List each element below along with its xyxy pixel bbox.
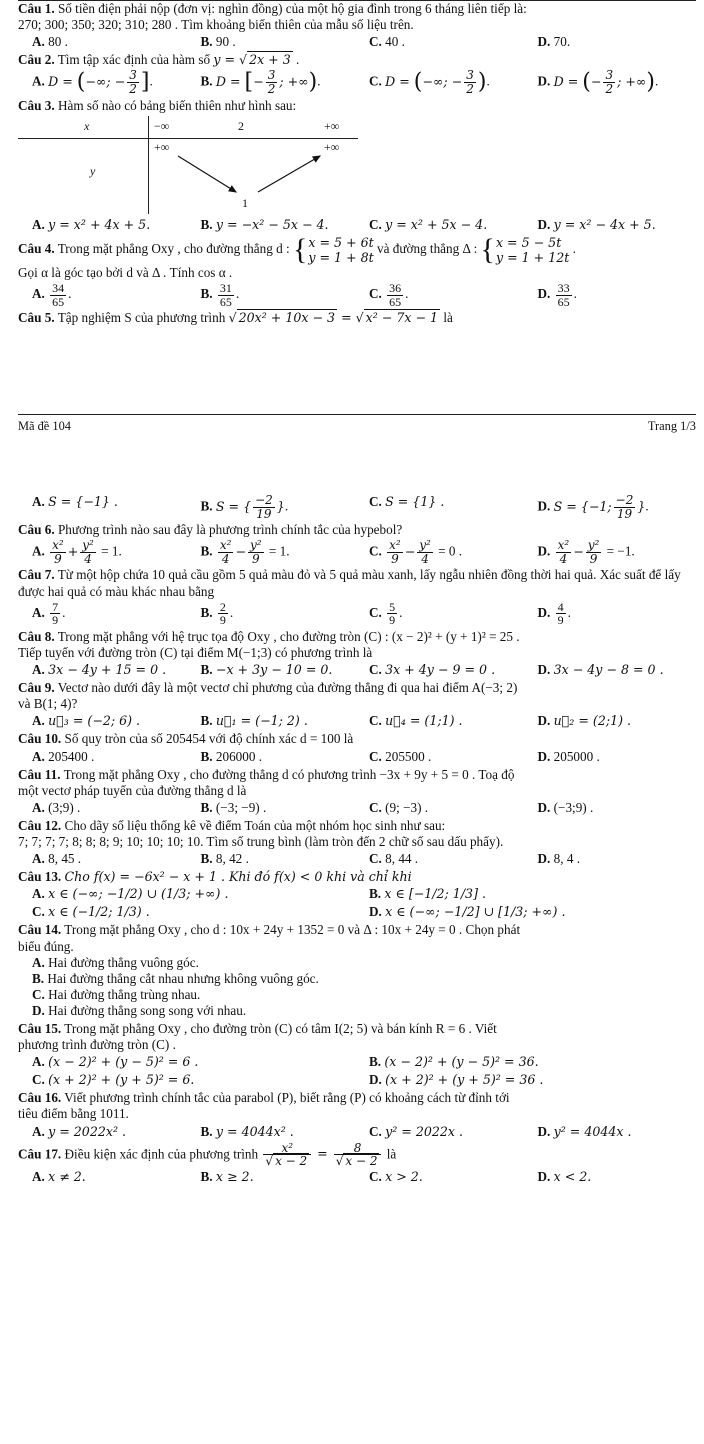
option-b[interactable]: B. $\frac{\text{x²}}{4}$ − $\frac{\text{y²}}{9}$ = 1. [200, 538, 290, 566]
option-b[interactable]: B. −x + 3y − 10 = 0. [200, 662, 333, 678]
option-c[interactable]: C. y² = 2022x . [369, 1123, 464, 1139]
option-a[interactable]: A. 3x − 4y + 15 = 0 . [32, 662, 167, 678]
question-label: Câu 14. [18, 922, 62, 938]
option-a[interactable]: A. 80 . [32, 34, 68, 50]
question-label: Câu 17. [18, 1146, 62, 1162]
option-c[interactable]: C. (9; −3) . [369, 799, 429, 815]
question-1 [18, 1, 692, 50]
options [18, 851, 692, 867]
options-row-1 [18, 886, 692, 902]
options [18, 662, 692, 678]
option-c[interactable]: C. x ∈ (−1/2; 1/3) . [32, 904, 150, 920]
line-delta-system: { x = 5 − 5t y = 1 + 12t [480, 232, 570, 266]
option-b[interactable]: B. 90 . [200, 34, 236, 50]
question-text: Cho dãy số liệu thống kê về điểm Toán của một nhóm học sinh như sau: [64, 817, 446, 833]
option-d[interactable]: D. 8, 4 . [537, 851, 580, 867]
option-c[interactable]: C. Hai đường thẳng trùng nhau. [32, 986, 201, 1002]
line-d-system: { x = 5 + 6t y = 1 + 8t [292, 232, 374, 266]
decreasing-arrow [178, 156, 236, 192]
option-b[interactable]: B. $\frac{2}{9}$ . [200, 599, 234, 628]
options [18, 69, 692, 95]
question-text-2: một vectơ pháp tuyến của đường thẳng d là [18, 782, 247, 798]
option-b[interactable]: B. $\frac{31}{65}$ . [200, 281, 240, 309]
question-text: Trong mặt phẳng với hệ trục tọa độ Oxy , cho đường tròn (C) : (x − 2)² + (y + 1)² = 25 . [57, 628, 520, 644]
option-d[interactable]: D. 3x − 4y − 8 = 0 . [537, 662, 664, 678]
question-11 [18, 767, 692, 816]
question-7 [18, 567, 692, 626]
option-b[interactable]: B. y = −x² − 5x − 4. [200, 216, 329, 232]
question-label: Câu 1. [18, 1, 55, 16]
option-b[interactable]: B. x ∈ [−1/2; 1/3] . [369, 886, 486, 902]
question-text: Tập nghiệm S của phương trình [57, 310, 226, 326]
options [18, 34, 692, 50]
question-17: Câu 17. Điều kiện xác định của phương trình $\frac{\text{x²}}{√ x - 2}$ = $\frac{8}{√ x - 2}$ là A. x ≠ 2. B. x ≥ 2. C. x > 2. D. x < 2. [18, 1142, 692, 1185]
option-d[interactable]: D. $\frac{\text{x²}}{4}$ − $\frac{\text{y²}}{9}$ = −1. [537, 538, 635, 566]
question-text-2: Tiếp tuyến với đường tròn (C) tại điểm M(−1;3) có phương trình là [18, 644, 373, 660]
option-d[interactable]: D. (x + 2)² + (y + 5)² = 36 . [369, 1072, 544, 1088]
question-text-2: 7; 7; 7; 7; 8; 8; 8; 9; 10; 10; 10; 10. Tìm số trung bình (làm tròn đến 2 chữ số sau dấu phẩy). [18, 833, 504, 849]
question-9 [18, 680, 692, 729]
table-plus-infinity: +∞ [324, 118, 340, 133]
option-b[interactable]: B. D = [− $\frac{3}{2}$ ; +∞). [200, 68, 321, 96]
option-a[interactable]: A. $\frac{\text{x²}}{9}$ + $\frac{\text{y²}}{4}$ = 1. [32, 538, 122, 566]
question-text-2: và B(1; 4)? [18, 696, 78, 712]
options [18, 494, 692, 520]
question-label: Câu 6. [18, 522, 55, 538]
variation-table [18, 116, 358, 214]
option-d[interactable]: D. x ∈ (−∞; −1/2] ∪ [1/3; +∞) . [369, 904, 566, 920]
question-text: Số quy tròn của số 205454 với độ chính xác d = 100 là [64, 731, 354, 747]
question-label: Câu 12. [18, 817, 62, 833]
option-a[interactable]: A. 8, 45 . [32, 851, 82, 867]
option-c[interactable]: C. D = (−∞; − $\frac{3}{2}$ ). [369, 68, 490, 96]
option-c[interactable]: C. S = {1} . [369, 494, 445, 509]
option-c[interactable]: C. $\frac{36}{65}$ . [369, 281, 409, 309]
question-8 [18, 629, 692, 678]
question-text: Cho f(x) = −6x² − x + 1 . Khi đó f(x) < 0 khi và chỉ khi [64, 869, 412, 885]
question-text: Từ một hộp chứa 10 quả cầu gồm 5 quả màu đỏ và 5 quả màu xanh, lấy ngẫu nhiên đồng thời hai quả. Xác suất để lấy được hai quả có màu khác nhau bằng [18, 567, 681, 599]
question-label: Câu 4. [18, 240, 55, 256]
option-a[interactable]: A. D = (−∞; − $\frac{3}{2}$ ]. [32, 68, 153, 96]
question-text: Trong mặt phẳng Oxy , cho đường thẳng d : [57, 240, 290, 256]
question-label: Câu 13. [18, 869, 62, 885]
table-y-right-value: +∞ [324, 139, 340, 154]
option-a[interactable]: A. x ∈ (−∞; −1/2) ∪ (1/3; +∞) . [32, 886, 229, 902]
page-2 [0, 486, 704, 1444]
option-a[interactable]: A. S = {−1} . [32, 494, 118, 509]
options [18, 601, 692, 627]
options [18, 282, 692, 308]
option-b[interactable]: B. 8, 42 . [200, 851, 249, 867]
question-10 [18, 731, 692, 764]
option-c[interactable]: C. x > 2. [369, 1168, 423, 1184]
options [18, 1169, 692, 1185]
option-b[interactable]: B. S = { $\frac{-2}{19}$ }. [200, 493, 289, 521]
question-text-2: biểu đúng. [18, 938, 74, 954]
options-row-2 [18, 904, 692, 920]
exam-code: Mã đề 104 [18, 418, 71, 433]
question-label: Câu 10. [18, 731, 62, 747]
option-a[interactable]: A. 205400 . [32, 748, 95, 764]
page-1 [0, 0, 704, 442]
option-d[interactable]: D. u⃗₂ = (2;1) . [537, 713, 632, 729]
page-number: Trang 1/3 [647, 418, 696, 433]
option-c[interactable]: C. 8, 44 . [369, 851, 419, 867]
question-text: Tìm tập xác định của hàm số [57, 52, 211, 68]
question-text: Điều kiện xác định của phương trình [64, 1146, 259, 1162]
question-text: Hàm số nào có bảng biến thiên như hình sau: [57, 97, 297, 113]
question-text: Trong mặt phẳng Oxy , cho đường tròn (C) có tâm I(2; 5) và bán kính R = 6 . Viết [64, 1021, 497, 1036]
option-c[interactable]: C. $\frac{\text{x²}}{9}$ − $\frac{\text{y²}}{4}$ = 0 . [369, 538, 463, 566]
question-3 [18, 98, 692, 233]
option-c[interactable]: C. 205500 . [369, 748, 432, 764]
table-x-label: x [84, 118, 90, 133]
option-c[interactable]: C. u⃗₄ = (1;1) . [369, 713, 463, 729]
option-d[interactable]: D. S = {−1; $\frac{-2}{19}$ }. [537, 493, 649, 521]
options [18, 713, 692, 729]
option-b[interactable]: B. Hai đường thẳng cắt nhau nhưng không vuông góc. [32, 970, 319, 986]
question-label: Câu 3. [18, 97, 55, 113]
option-a[interactable]: A. (x − 2)² + (y − 5)² = 6 . [32, 1054, 199, 1070]
option-d[interactable]: D. D = (− $\frac{3}{2}$ ; +∞). [537, 68, 659, 96]
question-label: Câu 5. [18, 310, 55, 326]
option-c[interactable]: C. y = x² + 5x − 4. [369, 216, 488, 232]
question-13 [18, 869, 692, 920]
option-a[interactable]: A. $\frac{34}{65}$ . [32, 281, 72, 309]
question-label: Câu 7. [18, 567, 55, 583]
page-2-content [18, 493, 692, 1187]
question-12 [18, 818, 692, 867]
option-b[interactable]: B. x ≥ 2. [200, 1168, 254, 1184]
question-2: Câu 2. Tìm tập xác định của hàm số y = √ 2x + 3 . A. D = (−∞; − $\frac{3}{2}$ ]. B. D = [− $\frac{3}{2}$ ; +∞). C. D = (−∞; − $\frac{3}{2}$ ). D. D = (− $\frac{3}{2}$ ; +∞). [18, 52, 692, 95]
option-d[interactable]: D. 205000 . [537, 748, 600, 764]
question-label: Câu 2. [18, 52, 55, 68]
options [18, 955, 692, 1019]
option-d[interactable]: D. x < 2. [537, 1168, 592, 1184]
option-a[interactable]: A. x ≠ 2. [32, 1168, 86, 1184]
option-b[interactable]: B. y = 4044x² . [200, 1123, 294, 1139]
options [18, 800, 692, 816]
option-a[interactable]: A. y = x² + 4x + 5. [32, 216, 151, 232]
option-d[interactable]: D. Hai đường thẳng song song với nhau. [32, 1002, 247, 1018]
question-label: Câu 8. [18, 628, 55, 644]
options-row-2 [18, 1072, 692, 1088]
question-text: Vectơ nào dưới đây là một vectơ chỉ phương của đường thẳng đi qua hai điểm A(−3; 2) [57, 680, 518, 696]
option-a[interactable]: A. u⃗₃ = (−2; 6) . [32, 713, 141, 729]
options [18, 1124, 692, 1140]
question-5: Câu 5. Tập nghiệm S của phương trình √ 20x² + 10x − 3 = √ x² − 7x − 1 là [18, 310, 453, 326]
question-label: Câu 16. [18, 1090, 62, 1106]
option-c[interactable]: C. $\frac{5}{9}$ . [369, 599, 403, 628]
question-text: Trong mặt phẳng Oxy , cho đường thẳng d có phương trình −3x + 9y + 5 = 0 . Toạ độ [63, 766, 515, 782]
option-c[interactable]: C. 40 . [369, 34, 405, 50]
option-d[interactable]: D. (−3;9) . [537, 799, 594, 815]
question-5-options [18, 494, 692, 520]
question-text: Trong mặt phẳng Oxy , cho d : 10x + 24y + 1352 = 0 và Δ : 10x + 24y = 0 . Chọn phát [64, 922, 521, 938]
question-16 [18, 1090, 692, 1139]
question-text-2: Gọi α là góc tạo bởi d và Δ . Tính cos α . [18, 264, 233, 280]
table-y-left-value: +∞ [154, 139, 170, 154]
option-a[interactable]: A. y = 2022x² . [32, 1123, 127, 1139]
question-label: Câu 9. [18, 680, 55, 696]
option-d[interactable]: D. y² = 4044x . [537, 1123, 632, 1139]
question-text: Số tiền điện phải nộp (đơn vị: nghìn đồng) của một hộ gia đình trong 6 tháng liên tiếp là: [57, 1, 527, 16]
variation-arrows [18, 116, 358, 214]
question-data: 270; 300; 350; 320; 310; 280 . Tìm khoảng biến thiên của mẫu số liệu trên. [18, 17, 414, 33]
option-c[interactable]: C. 3x + 4y − 9 = 0 . [369, 662, 496, 678]
page-1-content [18, 1, 692, 328]
increasing-arrow [258, 156, 320, 192]
question-6 [18, 522, 692, 565]
option-d[interactable]: D. $\frac{4}{9}$ . [537, 599, 571, 628]
question-15 [18, 1021, 692, 1088]
options [18, 217, 692, 233]
option-a[interactable]: A. Hai đường thẳng vuông góc. [32, 954, 199, 970]
question-4: Câu 4. Trong mặt phẳng Oxy , cho đường thẳng d : { x = 5 + 6t y = 1 + 8t và đường thẳng Δ : { x = 5 − 5t y = 1 + 12t . Gọi α là góc tạo bởi d và Δ . Tính cos α . A. $\frac{34}{65}$ . B. $\frac{31}{65}$ . C. $\frac{36}{65}$ . D. $\frac{33}{65}$ . [18, 235, 692, 309]
question-text: Phương trình nào sau đây là phương trình chính tắc của hypebol? [57, 522, 403, 538]
option-c[interactable]: C. (x + 2)² + (y + 5)² = 6. [32, 1072, 195, 1088]
question-label: Câu 15. [18, 1021, 62, 1036]
table-y-label: y [90, 163, 96, 178]
table-minus-infinity: −∞ [154, 118, 170, 133]
question-label: Câu 11. [18, 766, 61, 782]
option-b[interactable]: B. u⃗₁ = (−1; 2) . [200, 713, 308, 729]
option-d[interactable]: D. $\frac{33}{65}$ . [537, 281, 577, 309]
option-b[interactable]: B. 206000 . [200, 748, 263, 764]
option-b[interactable]: B. (x − 2)² + (y − 5)² = 36. [369, 1054, 539, 1070]
table-y-min-value: 1 [242, 195, 248, 210]
question-text-2: tiêu điểm bằng 1011. [18, 1106, 129, 1122]
option-d[interactable]: D. y = x² − 4x + 5. [537, 216, 656, 232]
option-d[interactable]: D. 70. [537, 34, 571, 50]
question-14 [18, 922, 692, 1019]
option-a[interactable]: A. (3;9) . [32, 799, 81, 815]
table-critical-point: 2 [238, 118, 244, 133]
options-row-1 [18, 1054, 692, 1070]
question-text-2: phương trình đường tròn (C) . [18, 1037, 176, 1053]
page-footer [18, 414, 696, 434]
options [18, 749, 692, 765]
options [18, 539, 692, 565]
question-text: Viết phương trình chính tắc của parabol (P), biết rằng (P) có khoảng cách từ đỉnh tới [64, 1090, 510, 1106]
option-b[interactable]: B. (−3; −9) . [200, 799, 267, 815]
option-a[interactable]: A. $\frac{7}{9}$ . [32, 599, 66, 628]
